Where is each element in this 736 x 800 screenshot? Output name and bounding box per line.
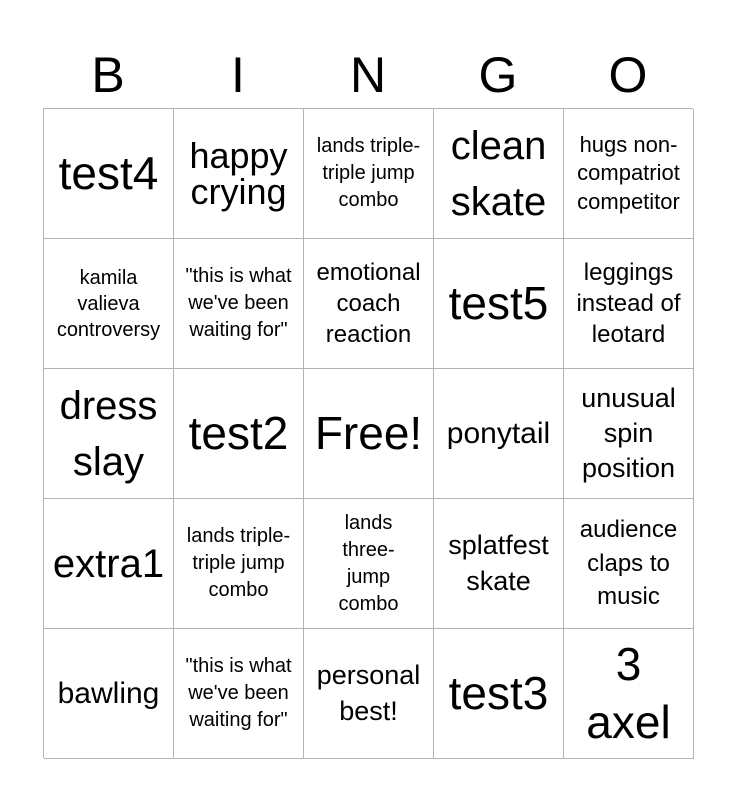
bingo-header (43, 42, 693, 108)
bingo-cell-r3-c1[interactable] (44, 369, 174, 499)
cell-text: "this is what we've been waiting for" (185, 265, 292, 341)
header-letter-g: G (478, 47, 518, 103)
bingo-cell-r2-c4[interactable] (434, 239, 564, 369)
bingo-cell-r5-c3[interactable] (304, 629, 434, 759)
cell-text: lands triple-triple jump combo (186, 525, 291, 601)
bingo-cell-r3-c2[interactable] (174, 369, 304, 499)
cell-text: emotional coach reaction (316, 258, 421, 349)
cell-text: audience claps to music (579, 516, 678, 611)
bingo-cell-r3-c3[interactable] (304, 369, 434, 499)
cell-text: test2 (188, 407, 289, 460)
cell-text: test5 (448, 277, 549, 330)
bingo-board (43, 108, 693, 758)
bingo-cell-r1-c2[interactable] (174, 109, 304, 239)
bingo-cell-r5-c4[interactable] (434, 629, 564, 759)
bingo-cell-r2-c3[interactable] (304, 239, 434, 369)
bingo-cell-r5-c1[interactable] (44, 629, 174, 759)
bingo-cell-r2-c1[interactable] (44, 239, 174, 369)
cell-text: happy crying (189, 134, 288, 212)
cell-text: dress slay (59, 383, 158, 484)
bingo-cell-r2-c2[interactable] (174, 239, 304, 369)
bingo-cell-r1-c1[interactable] (44, 109, 174, 239)
bingo-cell-r4-c3[interactable] (304, 499, 434, 629)
cell-text: extra1 (52, 541, 165, 586)
cell-text: splatfest skate (448, 530, 549, 596)
bingo-cell-r1-c3[interactable] (304, 109, 434, 239)
bingo-cell-r3-c4[interactable] (434, 369, 564, 499)
cell-text: bawling (57, 677, 160, 710)
bingo-cell-r4-c1[interactable] (44, 499, 174, 629)
cell-text: personal best! (316, 660, 421, 726)
header-letter-o: O (608, 47, 648, 103)
bingo-cell-r1-c5[interactable] (564, 109, 694, 239)
cell-text: kamila valieva controversy (56, 266, 161, 341)
header-letter-b: B (91, 47, 125, 103)
cell-text: ponytail (446, 417, 551, 450)
cell-text: clean skate (450, 123, 547, 224)
cell-text: Free! (314, 407, 423, 460)
cell-text: unusual spin position (581, 382, 676, 484)
cell-text: lands three-jump combo (338, 511, 399, 615)
header-letter-n: N (349, 47, 387, 103)
cell-text: lands triple-triple jump combo (316, 135, 421, 211)
header-letter-i: I (231, 47, 245, 103)
cell-text: 3 axel (586, 638, 671, 748)
bingo-cell-r4-c2[interactable] (174, 499, 304, 629)
bingo-cell-r1-c4[interactable] (434, 109, 564, 239)
bingo-cell-r5-c5[interactable] (564, 629, 694, 759)
bingo-cell-r5-c2[interactable] (174, 629, 304, 759)
cell-text: "this is what we've been waiting for" (185, 655, 292, 731)
cell-text: test3 (448, 667, 549, 720)
cell-text: leggings instead of leotard (576, 258, 681, 349)
bingo-cell-r4-c4[interactable] (434, 499, 564, 629)
cell-text: test4 (58, 147, 159, 200)
bingo-cell-r4-c5[interactable] (564, 499, 694, 629)
bingo-cell-r3-c5[interactable] (564, 369, 694, 499)
cell-text: hugs non-compatriot competitor (577, 131, 680, 214)
bingo-cell-r2-c5[interactable] (564, 239, 694, 369)
